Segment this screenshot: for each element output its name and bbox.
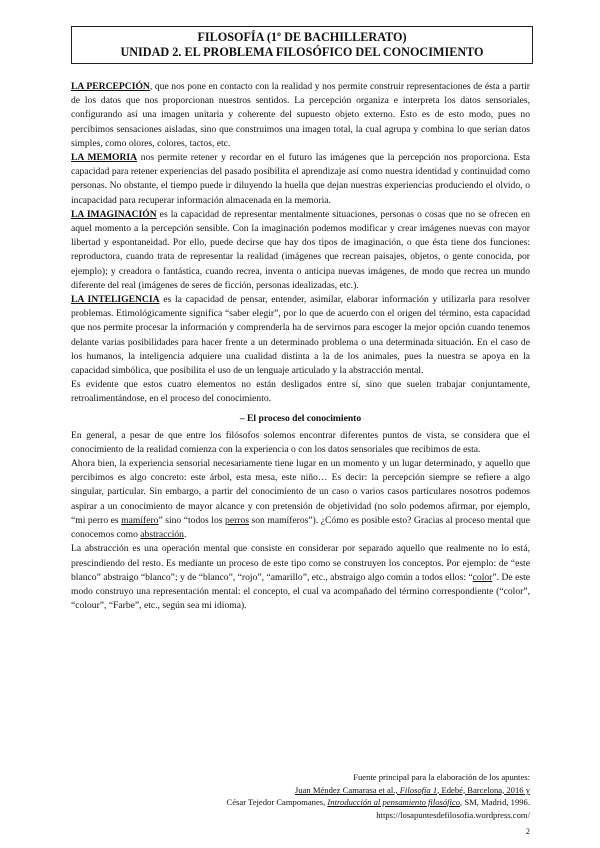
underlined-abstraccion: abstracción (140, 529, 184, 541)
footer-website-link[interactable]: https://losapuntesdefilosofia.wordpress.com/ (376, 809, 530, 820)
term-imaginacion: LA IMAGINACIÓN (71, 208, 157, 220)
header-course-title: FILOSOFÍA (1º DE BACHILLERATO) (197, 30, 407, 44)
author-2: César Tejedor Campomanes, (226, 797, 328, 808)
text-segment: . (183, 529, 187, 541)
author-1: Juan Méndez Camarasa et al., (294, 784, 400, 795)
underlined-color: color (472, 571, 493, 583)
text-segment: son mamíferos”). ¿Cómo es posible esto? Gracias al proceso mental que conocemos como (71, 514, 530, 541)
term-inteligencia: LA INTELIGENCIA (71, 294, 160, 306)
text-memoria: nos permite retener y recordar en el futuro las imágenes que la percepción nos proporciona. Esta capacidad para retener experiencias del pasado posibilita el aprendizaje así como nuestra identidad y continuidad como personas. No obstante, el tiempo puede ir diluyendo la huella que dejan nuestras experiencias produciendo el olvido, o incapacidad para recuperar información almacenada en la memoria. (71, 152, 530, 206)
document-header (71, 26, 533, 64)
section-title-proceso: – El proceso del conocimiento (239, 412, 362, 424)
text-segment: La abstracción es una operación mental que consiste en considerar por separado aquello que realmente no lo está, prescindiendo del resto. Es mediante un proceso de este tipo como se construyen los conceptos. Por ejemplo: de “este blanco” abstraigo “blanco”; y de “blanco”, “rojo”, “amarillo”, etc., abstraigo algo común a todos ellos: “ (71, 543, 530, 583)
text-percepcion: , que nos pone en contacto con la realidad y nos permite construir representaciones de ésta a partir de los datos que nos proporcionan nuestros sentidos. La percepción organiza e interpreta los datos sensoriales, configurando así una imagen unitaria y coherente del supuesto objeto externo. Esto es de esto modo, pues no percibimos sensaciones aisladas, sino que construimos una imagen total, la cual agrupa y combina lo que serían datos simples, como olores, colores, tactos, etc. (71, 81, 531, 149)
sources-footer (110, 771, 530, 821)
text-segment: ” sino “todos los (158, 514, 226, 526)
text-imaginacion: es la capacidad de representar mentalmente situaciones, personas o cosas que no se ofrecen en aquel momento a la percepción sensible. Con la imaginación podemos modificar y crear imágenes nuevas con mayor libertad y espontaneidad. Por ello, puede decirse que hay dos tipos de imaginación, o que ésta tiene dos funciones: reproductora, cuando trata de representar la realidad (imágenes que recrean paisajes, objetos, o gente conocida, por ejemplo); y creadora o fantástica, cuando recrea, inventa o anticipa nuevas imágenes, de modo que recrea un mundo diferente del real (imágenes de seres de ficción, personas idealizadas, etc.). (71, 208, 530, 291)
publisher-1: , Edebé, Barcelona, 2016 y (437, 784, 530, 795)
paragraph-inteligencia (71, 293, 530, 378)
footer-source-2 (110, 796, 530, 809)
footer-source-1 (110, 784, 530, 797)
paragraph-percepcion (71, 80, 530, 151)
publisher-2: , SM, Madrid, 1996. (460, 797, 530, 808)
header-unit-title: UNIDAD 2. EL PROBLEMA FILOSÓFICO DEL CONOCIMIENTO (120, 45, 484, 59)
text-segment: ”. De este modo construyo una representación mental: el concepto, el cual va acompañado del término correspondiente (“color”, “colour”, “Farbe”, etc., según sea mi idioma). (71, 571, 530, 612)
term-memoria: LA MEMORIA (71, 152, 138, 164)
book-title-2: Introducción al pensamiento filosófico (327, 797, 461, 808)
text-segment: Ahora bien, la experiencia sensorial necesariamente tiene lugar en un momento y un lugar determinado, y aquello que percibimos es algo concreto: este árbol, esta mesa, este niño… Es decir: la percepción siempre se refiere a algo singular, particular. Sin embargo, a partir del conocimiento de un caso o varios casos particulares nosotros podemos aspirar a un conocimiento de mayor alcance y con pretensión de objetividad (no solo podemos afirmar, por ejemplo, “mi perro es (71, 458, 530, 526)
underlined-mamifero: mamífero (121, 514, 159, 526)
document-body (71, 80, 530, 613)
underlined-perros: perros (225, 514, 249, 526)
paragraph-proceso-2 (71, 457, 530, 542)
term-percepcion: LA PERCEPCIÓN (71, 81, 150, 92)
paragraph-imaginacion (71, 208, 530, 293)
book-title-1: Filosofía 1 (399, 784, 438, 795)
paragraph-summary: Es evidente que estos cuatro elementos no están desligados entre sí, sino que suelen trabajar conjuntamente, retroalimentándose, en el proceso del conocimiento. (71, 379, 530, 405)
paragraph-proceso-1: En general, a pesar de que entre los filósofos solemos encontrar diferentes puntos de vista, se considera que el conocimiento de la realidad comienza con la experiencia o con los datos sensoriales que recibimos de esta. (71, 429, 530, 455)
page-number: 2 (525, 826, 530, 836)
paragraph-memoria (71, 151, 530, 208)
text-inteligencia: es la capacidad de pensar, entender, asimilar, elaborar información y utilizarla para resolver problemas. Etimológicamente significa “saber elegir”, por lo que de acuerdo con el origen del término, esta capacidad que nos permite procesar la información y comprenderla ha de servirnos para escoger la mejor opción cuando tenemos delante varias posibilidades para hacer frente a un determinado problema o una determinada situación. En el caso de los humanos, la inteligencia adquiere una cualidad distinta a la de los animales, pues la nuestra se apoya en la capacidad simbólica, que posibilita el uso de un lenguaje articulado y la abstracción mental. (71, 294, 530, 377)
paragraph-proceso-3 (71, 542, 530, 613)
footer-source-label: Fuente principal para la elaboración de los apuntes: (353, 772, 530, 782)
